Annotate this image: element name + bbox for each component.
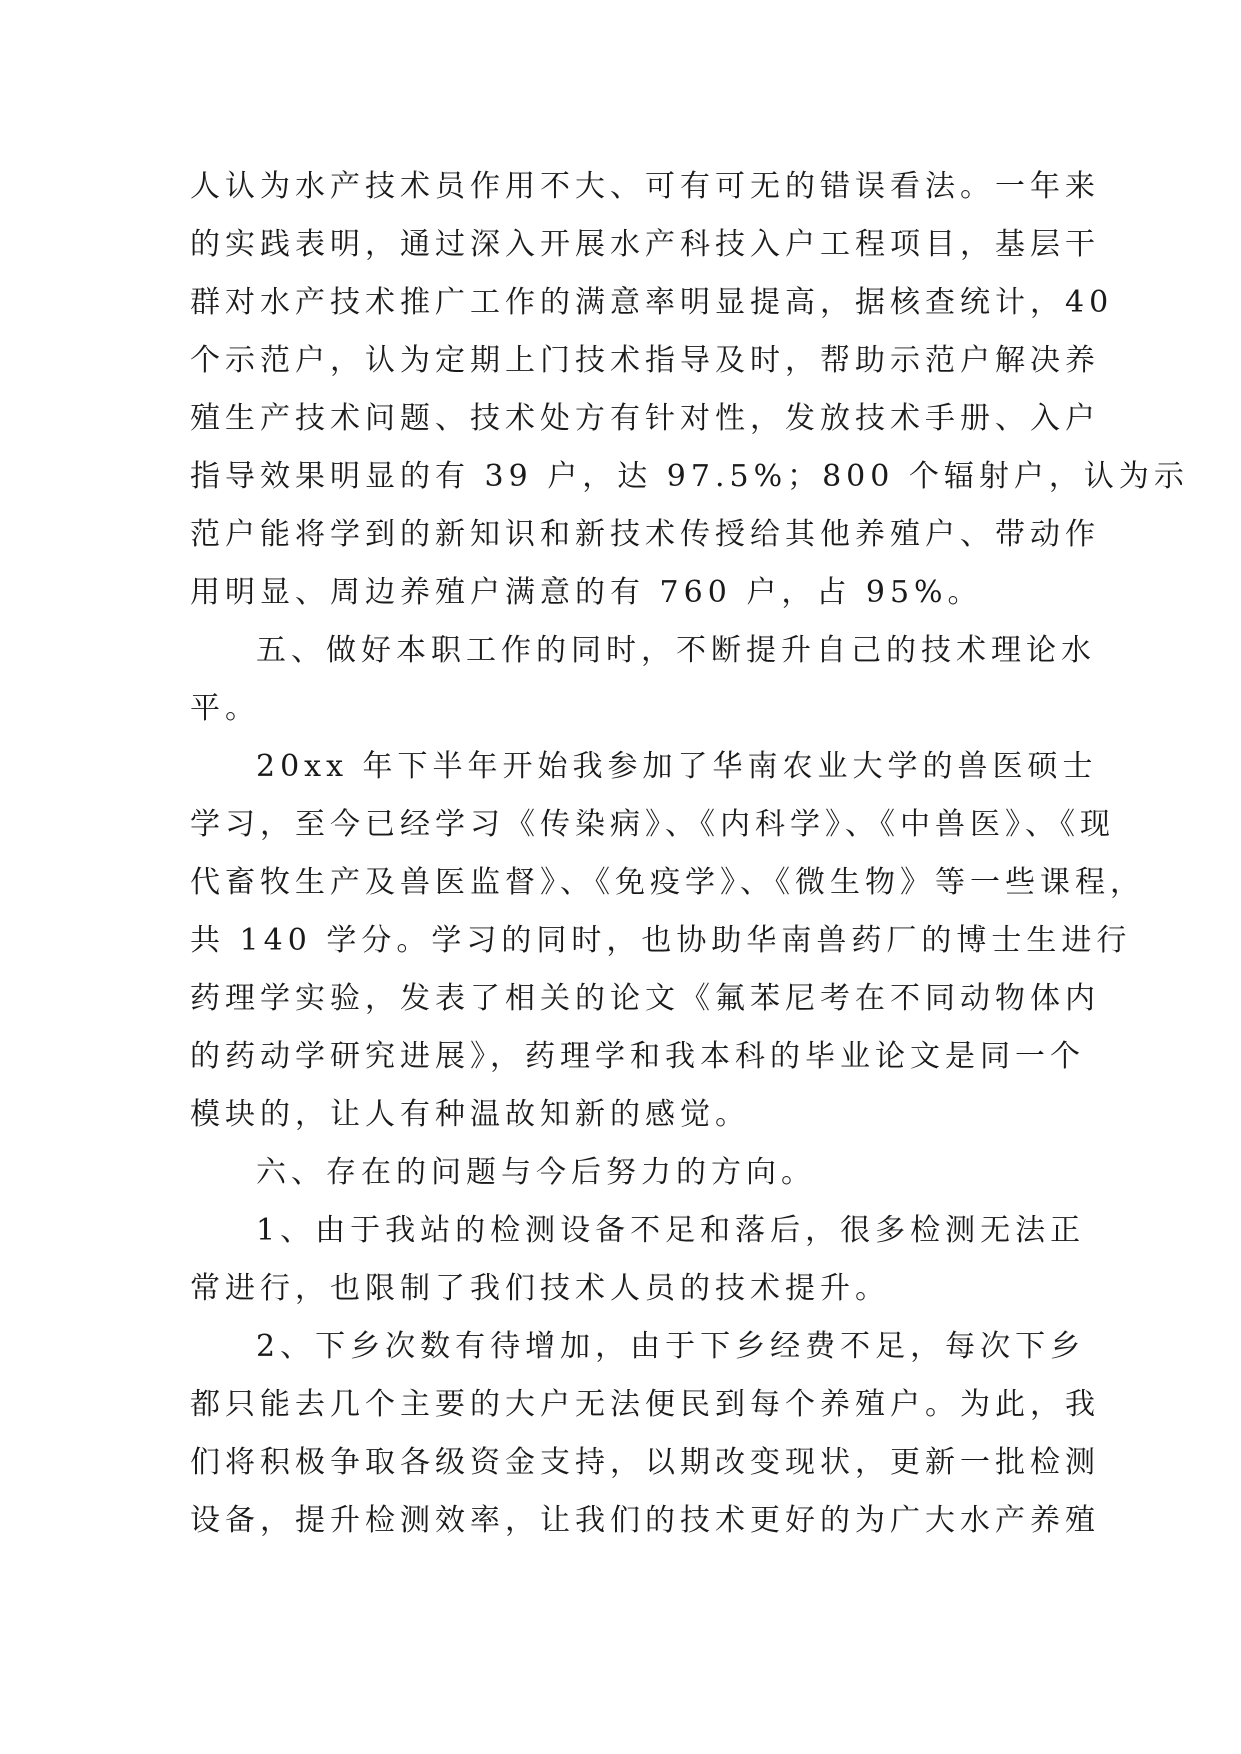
text-line-15: 药理学实验，发表了相关的论文《氟苯尼考在不同动物体内 xyxy=(190,981,1100,1016)
text-line-12: 学习，至今已经学习《传染病》、《内科学》、《中兽医》、《现 xyxy=(190,807,1115,842)
text-line-16: 的药动学研究进展》，药理学和我本科的毕业论文是同一个 xyxy=(190,1039,1085,1074)
section-heading-6: 六、存在的问题与今后努力的方向。 xyxy=(256,1155,816,1190)
section-heading-5: 五、做好本职工作的同时，不断提升自己的技术理论水 xyxy=(256,633,1096,668)
text-line-3: 群对水产技术推广工作的满意率明显提高，据核查统计，40 xyxy=(190,285,1114,320)
text-line-22: 都只能去几个主要的大户无法便民到每个养殖户。为此，我 xyxy=(190,1387,1100,1422)
document-body xyxy=(190,158,1189,1550)
text-line-17: 模块的，让人有种温故知新的感觉。 xyxy=(190,1097,750,1132)
text-line-8: 用明显、周边养殖户满意的有 760 户，占 95%。 xyxy=(190,575,983,610)
text-line-5: 殖生产技术问题、技术处方有针对性，发放技术手册、入户 xyxy=(190,401,1100,436)
text-line-20: 常进行，也限制了我们技术人员的技术提升。 xyxy=(190,1271,890,1306)
text-line-1: 人认为水产技术员作用不大、可有可无的错误看法。一年来 xyxy=(190,169,1100,204)
paragraph-start-study: 20xx 年下半年开始我参加了华南农业大学的兽医硕士 xyxy=(256,749,1098,784)
text-line-24: 设备，提升检测效率，让我们的技术更好的为广大水产养殖 xyxy=(190,1503,1100,1538)
text-line-10: 平。 xyxy=(190,691,260,726)
text-line-7: 范户能将学到的新知识和新技术传授给其他养殖户、带动作 xyxy=(190,517,1100,552)
text-line-23: 们将积极争取各级资金支持，以期改变现状，更新一批检测 xyxy=(190,1445,1100,1480)
list-item-2-start: 2、下乡次数有待增加，由于下乡经费不足，每次下乡 xyxy=(256,1329,1086,1364)
text-line-2: 的实践表明，通过深入开展水产科技入户工程项目，基层干 xyxy=(190,227,1100,262)
text-line-13: 代畜牧生产及兽医监督》、《免疫学》、《微生物》等一些课程， xyxy=(190,865,1145,900)
text-line-14: 共 140 学分。学习的同时，也协助华南兽药厂的博士生进行 xyxy=(190,923,1132,958)
text-line-6: 指导效果明显的有 39 户，达 97.5%；800 个辐射户，认为示 xyxy=(190,459,1189,494)
list-item-1-start: 1、由于我站的检测设备不足和落后，很多检测无法正 xyxy=(256,1213,1086,1248)
text-line-4: 个示范户，认为定期上门技术指导及时，帮助示范户解决养 xyxy=(190,343,1100,378)
